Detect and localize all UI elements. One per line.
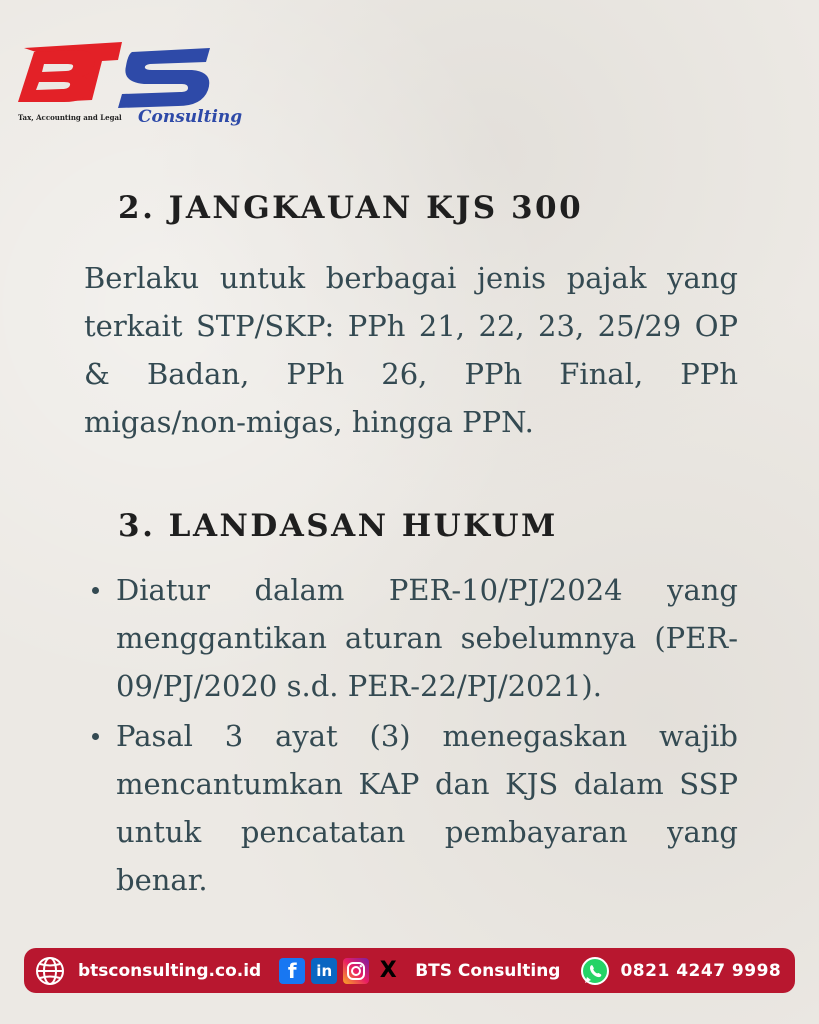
x-icon[interactable]: X (379, 958, 397, 983)
list-item-text: Pasal 3 ayat (3) menegaskan wajib mencantumkan KAP dan KJS dalam SSP untuk pencatatan pembayaran yang benar. (116, 719, 738, 897)
bts-consulting-logo (14, 34, 243, 129)
legal-basis-list (84, 566, 738, 906)
logo-subtext: Consulting (138, 107, 243, 127)
whatsapp-icon (580, 956, 610, 986)
phone-number[interactable]: 0821 4247 9998 (620, 960, 782, 981)
scope-paragraph: Berlaku untuk berbagai jenis pajak yang terkait STP/SKP: PPh 21, 22, 23, 25/29 OP & Badan, PPh 26, PPh Final, PPh migas/non-migas, hingga PPN. (84, 261, 738, 439)
logo-tagline: Tax, Accounting and Legal (18, 113, 122, 122)
bullet-icon (92, 733, 99, 740)
linkedin-icon[interactable]: in (311, 958, 337, 984)
brand-name: BTS Consulting (415, 960, 561, 981)
contact-footer (24, 948, 795, 993)
instagram-icon[interactable] (343, 958, 369, 984)
website-link[interactable]: btsconsulting.co.id (78, 960, 262, 981)
section-title-legal-basis: 3. LANDASAN HUKUM (118, 508, 558, 544)
list-item-text: Diatur dalam PER-10/PJ/2024 yang menggantikan aturan sebelumnya (PER-09/PJ/2020 s.d. PER-22/PJ/2021). (116, 573, 738, 703)
bullet-icon (92, 587, 99, 594)
list-item (84, 566, 738, 710)
list-item (84, 712, 738, 904)
social-icons (279, 958, 401, 984)
facebook-icon[interactable]: f (279, 958, 305, 984)
globe-icon (34, 955, 66, 987)
section-title-scope: 2. JANGKAUAN KJS 300 (118, 190, 584, 226)
